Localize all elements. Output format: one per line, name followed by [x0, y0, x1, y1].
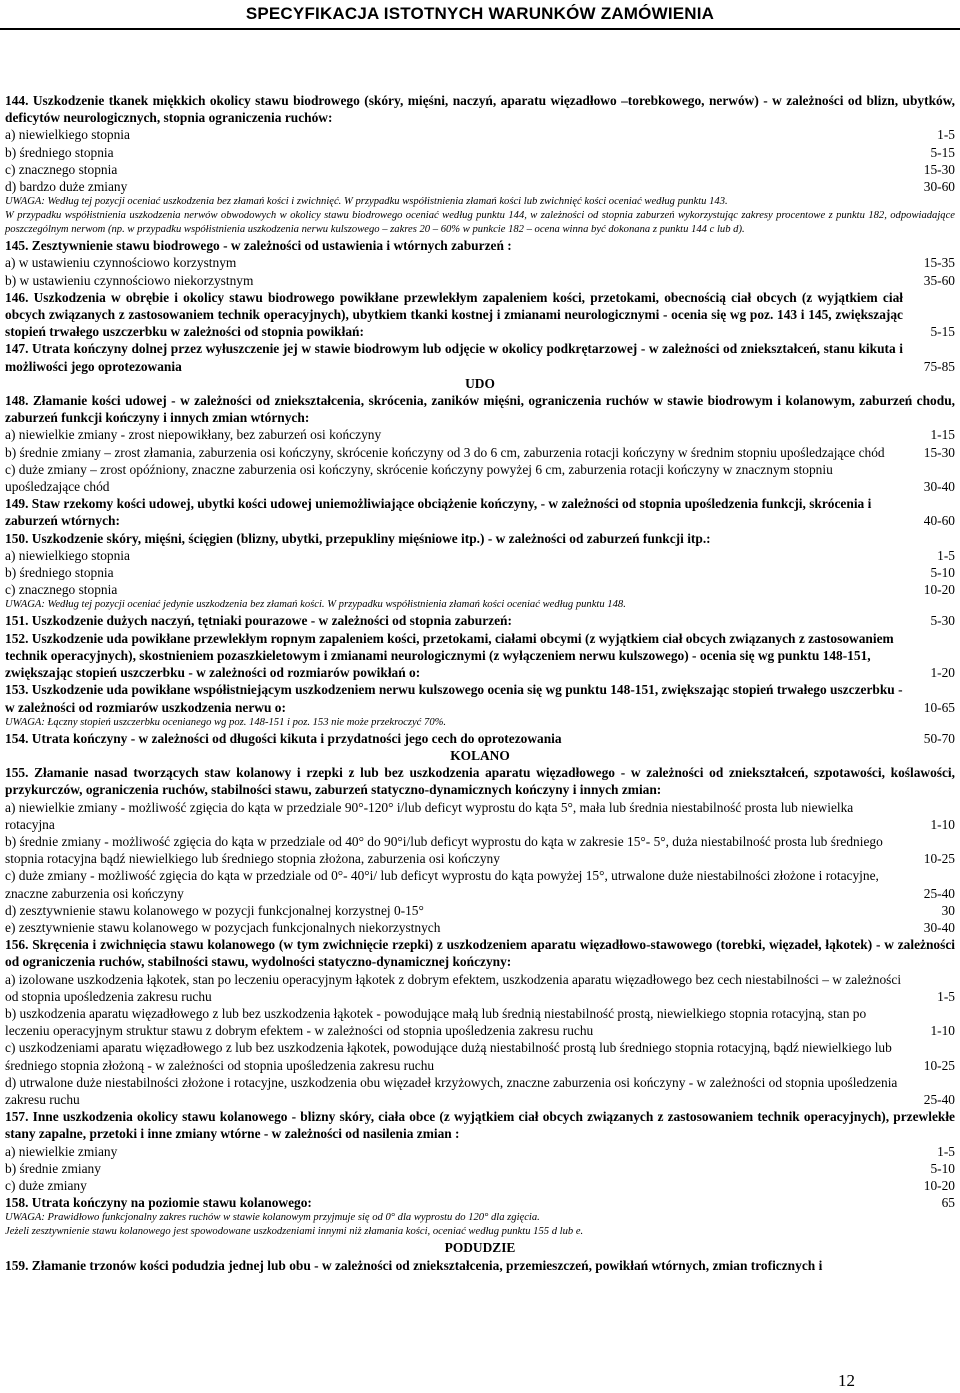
item-value: 65	[941, 1195, 955, 1211]
item-value: 1-5	[937, 988, 955, 1004]
list-item	[5, 1074, 955, 1108]
list-item	[5, 833, 955, 867]
list-item	[5, 867, 955, 901]
note-text: UWAGA: Według tej pozycji oceniać uszkodzenia bez złamań kości i zwichnięć. W przypadku współistnienia złamań kości lub zwichnięć kości oceniać według punktu 143.	[5, 196, 728, 208]
item-label: 153. Uszkodzenie uda powikłane współistniejącym uszkodzeniem nerwu kulszowego ocenia się wg punktu 148-151, zwiększając stopień trwałego uszczerbku - w zależności od rozmiarów uszkodzenia nerwu o:	[5, 682, 903, 715]
item-label: c) duże zmiany	[5, 1177, 87, 1193]
item-value: 15-35	[923, 255, 955, 271]
list-item	[5, 272, 955, 289]
item-value: 5-10	[930, 1160, 955, 1176]
item-value: 5-10	[930, 565, 955, 581]
p144-title: 144. Uszkodzenie tkanek miękkich okolicy stawu biodrowego (skóry, mięśni, naczyń, aparatu więzadłowo –torebkowego, nerwów) - w zależności od blizn, ubytków, deficytów neurologicznych, stopnia ograniczenia ruchów:	[5, 93, 955, 126]
item-label: a) niewielkie zmiany	[5, 1143, 118, 1159]
list-item	[5, 178, 955, 195]
list-item	[5, 461, 955, 495]
p147	[5, 340, 955, 374]
note-text: UWAGA: Prawidłowo funkcjonalny zakres ruchów w stawie kolanowym przyjmuje się od 0° dla wyprostu do 120° dla zgięcia.	[5, 1212, 540, 1224]
p148-title: 148. Złamanie kości udowej - w zależności od zniekształcenia, skrócenia, zaników mięśni, ograniczenia ruchów w stawie biodrowym i kolanowym, zaburzeń chodu, zaburzeń funkcji kończyny i innych zmian wtórnych:	[5, 393, 955, 426]
list-item	[5, 547, 955, 564]
list-item	[5, 581, 955, 598]
item-value: 10-20	[923, 1177, 955, 1193]
item-value: 5-30	[930, 613, 955, 629]
item-label: e) zesztywnienie stawu kolanowego w pozycjach funkcjonalnych niekorzystnych	[5, 919, 441, 935]
list-item	[5, 1160, 955, 1177]
list-item	[5, 444, 955, 461]
item-label: b) średniego stopnia	[5, 565, 114, 581]
item-value: 10-25	[923, 851, 955, 867]
item-value: 50-70	[923, 730, 955, 746]
item-label: d) utrwalone duże niestabilności złożone i rotacyjne, uszkodzenia obu więzadeł krzyżowych, znaczne zaburzenia osi kończyny - w zależności od stopnia upośledzenia zakresu ruchu	[5, 1074, 898, 1107]
item-label: a) niewielkiego stopnia	[5, 547, 130, 563]
item-value: 5-15	[930, 144, 955, 160]
item-label: c) znacznego stopnia	[5, 161, 118, 177]
p145-title: 145. Zesztywnienie stawu biodrowego - w zależności od ustawienia i wtórnych zaburzeń :	[5, 238, 512, 254]
document-header: SPECYFIKACJA ISTOTNYCH WARUNKÓW ZAMÓWIENIA	[245, 4, 715, 23]
item-value: 1-5	[937, 127, 955, 143]
item-label: a) niewielkie zmiany - możliwość zgięcia do kąta w przedziale 90°-120° i/lub deficyt wyprostu do kąta 5°, mała lub średnia niestabilność prosta lub niewielka rotacyjna	[5, 799, 854, 832]
item-value: 10-20	[923, 582, 955, 598]
item-label: 154. Utrata kończyny - w zależności od długości kikuta i przydatności jego cech do oprotezowania	[5, 730, 562, 746]
p153	[5, 681, 955, 715]
item-value: 1-10	[930, 1023, 955, 1039]
list-item	[5, 1177, 955, 1194]
item-label: 152. Uszkodzenie uda powikłane przewlekłym ropnym zapaleniem kości, przetokami, ciałami obcymi (z wyjątkiem ciał obcych związanych z zastosowaniem technik operacyjnych), skostnieniem pozaszkieletowym i zmianami neurologicznymi (z wyłączeniem nerwu kulszowego) - ocenia się wg punktu 148-151, zwiększając stopień uszczerbku - w zależności od rozmiarów powikłań o:	[5, 630, 894, 681]
item-value: 1-5	[937, 1143, 955, 1159]
note	[5, 716, 955, 730]
p146	[5, 289, 955, 341]
item-label: 158. Utrata kończyny na poziomie stawu kolanowego:	[5, 1195, 312, 1211]
item-value: 10-25	[923, 1057, 955, 1073]
item-label: 147. Utrata kończyny dolnej przez wyłuszczenie jej w stawie biodrowym lub odjęcie w okolicy podkrętarzowej - w zależności od zniekształceń, stanu kikuta i możliwości jego oprotezowania	[5, 341, 903, 374]
note	[5, 1225, 955, 1239]
item-value: 1-15	[930, 427, 955, 443]
item-value: 75-85	[923, 358, 955, 374]
item-value: 30-40	[923, 479, 955, 495]
item-value: 1-5	[937, 547, 955, 563]
item-value: 25-40	[923, 885, 955, 901]
item-value: 30	[941, 902, 955, 918]
item-label: a) niewielkiego stopnia	[5, 127, 130, 143]
item-value: 30-60	[923, 179, 955, 195]
item-label: c) duże zmiany – zrost opóźniony, znaczne zaburzenia osi kończyny, skrócenie kończyny powyżej 6 cm, zaburzenia rotacji kończyny w znacznym stopniu upośledzające chód	[5, 461, 833, 495]
p150-title: 150. Uszkodzenie skóry, mięśni, ścięgien (blizny, ubytki, przepukliny mięśniowe itp.) - w zależności od zaburzeń funkcji itp.:	[5, 530, 711, 546]
note-text: Jeżeli zesztywnienie stawu kolanowego jest spowodowane uszkodzeniami innymi niż złamania kości, oceniać według punktu 155 d lub e.	[5, 1226, 584, 1238]
item-value: 5-15	[930, 324, 955, 340]
item-value: 35-60	[923, 272, 955, 288]
p156-title: 156. Skręcenia i zwichnięcia stawu kolanowego (w tym zwichnięcie rzepki) z uszkodzeniem aparatu więzadłowo-stawowego (torebki, więzadeł, łąkotek) - w zależności od ograniczenia ruchów, stabilności stawu, wydolności statyczno-dynamicznej kończyny:	[5, 937, 955, 970]
list-item	[5, 902, 955, 919]
list-item	[5, 254, 955, 271]
p152	[5, 630, 955, 682]
list-item	[5, 161, 955, 178]
item-label: 149. Staw rzekomy kości udowej, ubytki kości udowej uniemożliwiające obciążenie kończyny, - w zależności od stopnia upośledzenia funkcji, skrócenia i zaburzeń wtórnych:	[5, 496, 872, 529]
item-value: 40-60	[923, 513, 955, 529]
note	[5, 195, 955, 209]
item-value: 15-30	[923, 161, 955, 177]
item-value: 30-40	[923, 919, 955, 935]
item-label: b) średnie zmiany - możliwość zgięcia do kąta w przedziale od 40° do 90°i/lub deficyt wyprostu do kąta w zakresie 15°- 5°, duża niestabilność prosta lub średniego stopnia rotacyjna bądź niewielkiego lub średniego stopnia złożona, zaburzenia osi kończyny	[5, 833, 883, 867]
p157-title: 157. Inne uszkodzenia okolicy stawu kolanowego - blizny skóry, ciała obce (z wyjątkiem ciał obcych związanych z zastosowaniem technik operacyjnych), przewlekłe stany zapalne, przetoki i inne zmiany wtórne - w zależności od nasilenia zmian :	[5, 1109, 955, 1142]
note-text: UWAGA: Według tej pozycji oceniać jedynie uszkodzenia bez złamań kości. W przypadku współistnienia złamań kości oceniać według punktu 148.	[5, 599, 626, 611]
item-label: a) w ustawieniu czynnościowo korzystnym	[5, 255, 237, 271]
list-item	[5, 144, 955, 161]
page-number: 12	[838, 1371, 855, 1390]
item-value: 10-65	[923, 699, 955, 715]
list-item	[5, 564, 955, 581]
item-label: c) znacznego stopnia	[5, 582, 118, 598]
p158	[5, 1194, 955, 1211]
list-item	[5, 426, 955, 443]
note-text: W przypadku współistnienia uszkodzenia nerwów obwodowych w okolicy stawu biodrowego oceniać według punktu 144, w zależności od stopnia zaburzeń wykorzystując zakresy procentowe z punktu 182, odpowiadające poszczególnym nerwom (np. w przypadku współistnienia uszkodzenia nerwu kulszowego – zakres 20 – 60% w punkcie 182 – ocena winna być dokonana z punktu 144 c lub d).	[5, 210, 955, 236]
list-item	[5, 1039, 955, 1073]
p155-title: 155. Złamanie nasad tworzących staw kolanowy i rzepki z lub bez uszkodzenia aparatu więzadłowego - w zależności od zniekształceń, szpotawości, koślawości, przykurczów, ograniczenia ruchów, stabilności stawu, zaburzeń statyczno-dynamicznych kończyny i innych zmian:	[5, 765, 955, 798]
item-value: 1-20	[930, 665, 955, 681]
note-text: UWAGA: Łączny stopień uszczerbku ocenianego wg poz. 148-151 i poz. 153 nie może przekroczyć 70%.	[5, 716, 447, 728]
list-item	[5, 1005, 955, 1039]
item-label: d) bardzo duże zmiany	[5, 179, 128, 195]
list-item	[5, 919, 955, 936]
section-heading: KOLANO	[450, 747, 510, 763]
item-label: b) uszkodzenia aparatu więzadłowego z lub bez uszkodzenia łąkotek - powodujące małą lub średnią niestabilność prostą, niewielkiego stopnia rotacyjną, stan po leczeniu operacyjnym struktur stawu z dobrym efektem - w zależności od stopnia upośledzenia zakresu ruchu	[5, 1005, 867, 1039]
item-value: 25-40	[923, 1091, 955, 1107]
item-label: c) uszkodzeniami aparatu więzadłowego z lub bez uszkodzenia łąkotek, powodujące dużą niestabilność prostą lub średniego stopnia rotacyjną, bądź niewielkiego lub średniego stopnia złożoną - w zależności od stopnia upośledzenia zakresu ruchu	[5, 1040, 892, 1073]
item-value: 1-10	[930, 816, 955, 832]
item-label: 151. Uszkodzenie dużych naczyń, tętniaki pourazowe - w zależności od stopnia zaburzeń:	[5, 613, 512, 629]
list-item	[5, 799, 955, 833]
item-label: 146. Uszkodzenia w obrębie i okolicy stawu biodrowego powikłane przewlekłym zapaleniem kości, przetokami, obecnością ciał obcych (z wyjątkiem ciał obcych związanych z zastosowaniem technik operacyjnych), ubytkiem tkanki kostnej i zmianami neurologicznymi - ocenia się wg poz. 143 i 145, zwiększając stopień trwałego uszczerbku w zależności od stopnia powikłań:	[5, 289, 903, 340]
p159-title: 159. Złamanie trzonów kości podudzia jednej lub obu - w zależności od zniekształcenia, przemieszczeń, powikłań wtórnych, zmian troficznych i	[5, 1257, 823, 1273]
item-label: d) zesztywnienie stawu kolanowego w pozycji funkcjonalnej korzystnej 0-15°	[5, 902, 424, 918]
note	[5, 1211, 955, 1225]
item-value: 15-30	[923, 444, 955, 460]
note	[5, 598, 955, 612]
list-item	[5, 971, 955, 1005]
item-label: b) w ustawieniu czynnościowo niekorzystnym	[5, 272, 254, 288]
section-heading: UDO	[465, 375, 495, 391]
p151	[5, 612, 955, 629]
list-item	[5, 1143, 955, 1160]
list-item	[5, 126, 955, 143]
section-heading: PODUDZIE	[444, 1240, 516, 1256]
note	[5, 209, 955, 237]
header-divider	[0, 28, 960, 30]
p154	[5, 730, 955, 747]
item-label: a) niewielkie zmiany - zrost niepowikłany, bez zaburzeń osi kończyny	[5, 427, 382, 443]
item-label: b) średnie zmiany – zrost złamania, zaburzenia osi kończyny, skrócenie kończyny od 3 do 6 cm, zaburzenia rotacji kończyny w średnim stopniu upośledzające chód	[5, 444, 885, 460]
document-body	[5, 92, 955, 1274]
item-label: b) średnie zmiany	[5, 1160, 101, 1176]
item-label: b) średniego stopnia	[5, 144, 114, 160]
p149	[5, 495, 955, 529]
item-label: c) duże zmiany - możliwość zgięcia do kąta w przedziale od 0°- 40°i/ lub deficyt wyprostu do kąta powyżej 15°, utrwalone duże niestabilności złożone i rotacyjne, znaczne zaburzenia osi kończyny	[5, 868, 879, 901]
item-label: a) izolowane uszkodzenia łąkotek, stan po leczeniu operacyjnym łąkotek z dobrym efektem, uszkodzenia aparatu więzadłowego bez cech niestabilności – w zależności od stopnia upośledzenia zakresu ruchu	[5, 971, 902, 1004]
